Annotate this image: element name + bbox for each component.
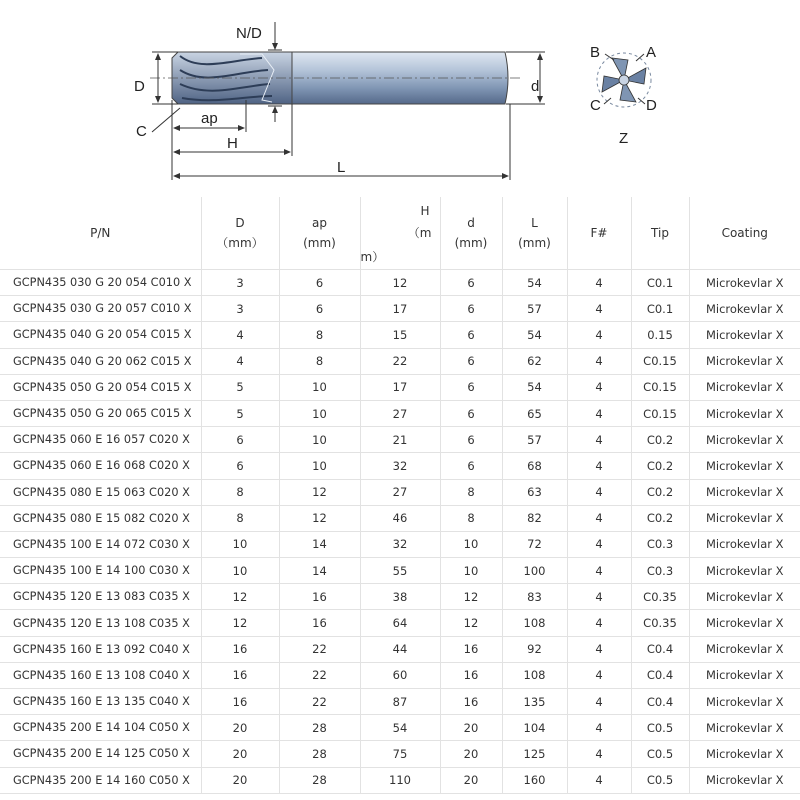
- cell-part-number: GCPN435 200 E 14 104 C050 X: [0, 715, 201, 741]
- cell-length: 83: [502, 584, 567, 610]
- table-row: [0, 584, 800, 610]
- cell-flutes: 4: [567, 427, 631, 453]
- cell-diameter: 20: [201, 741, 279, 767]
- cell-shank-d: 8: [440, 505, 502, 531]
- cell-length: 100: [502, 558, 567, 584]
- header-L: L (mm): [502, 197, 567, 270]
- cell-coating: Microkevlar X: [689, 741, 800, 767]
- table-row: [0, 689, 800, 715]
- cell-coating: Microkevlar X: [689, 400, 800, 426]
- cell-coating: Microkevlar X: [689, 584, 800, 610]
- cell-h: 22: [360, 348, 440, 374]
- cell-ap: 16: [279, 584, 360, 610]
- cell-h: 32: [360, 453, 440, 479]
- spec-table-body: [0, 270, 800, 794]
- cell-coating: Microkevlar X: [689, 662, 800, 688]
- cell-length: 57: [502, 296, 567, 322]
- header-D: D （mm）: [201, 197, 279, 270]
- spec-table: [0, 197, 800, 794]
- cell-ap: 8: [279, 348, 360, 374]
- cell-diameter: 20: [201, 715, 279, 741]
- cell-ap: 12: [279, 505, 360, 531]
- table-row: [0, 374, 800, 400]
- cell-ap: 28: [279, 741, 360, 767]
- cell-coating: Microkevlar X: [689, 610, 800, 636]
- cell-h: 55: [360, 558, 440, 584]
- cell-tip: C0.2: [631, 479, 689, 505]
- cell-length: 65: [502, 400, 567, 426]
- cell-part-number: GCPN435 030 G 20 057 C010 X: [0, 296, 201, 322]
- cell-ap: 22: [279, 662, 360, 688]
- cell-tip: C0.4: [631, 689, 689, 715]
- cell-tip: C0.2: [631, 453, 689, 479]
- header-H: H （m m）: [360, 197, 440, 270]
- header-d: d (mm): [440, 197, 502, 270]
- cell-tip: C0.1: [631, 296, 689, 322]
- end-mill-drawing: [150, 52, 520, 104]
- cell-flutes: 4: [567, 558, 631, 584]
- table-row: [0, 636, 800, 662]
- table-row: [0, 715, 800, 741]
- cell-flutes: 4: [567, 531, 631, 557]
- cell-part-number: GCPN435 050 G 20 065 C015 X: [0, 400, 201, 426]
- cell-diameter: 16: [201, 689, 279, 715]
- cell-flutes: 4: [567, 270, 631, 296]
- cell-tip: C0.15: [631, 374, 689, 400]
- header-ap: ap (mm): [279, 197, 360, 270]
- cell-tip: C0.2: [631, 505, 689, 531]
- cell-part-number: GCPN435 050 G 20 054 C015 X: [0, 374, 201, 400]
- cell-ap: 14: [279, 558, 360, 584]
- cell-h: 44: [360, 636, 440, 662]
- cell-flutes: 4: [567, 689, 631, 715]
- cell-shank-d: 6: [440, 427, 502, 453]
- cell-diameter: 4: [201, 348, 279, 374]
- cell-shank-d: 16: [440, 689, 502, 715]
- label-L: L: [337, 159, 346, 176]
- cell-diameter: 5: [201, 400, 279, 426]
- cell-ap: 22: [279, 636, 360, 662]
- table-row: [0, 558, 800, 584]
- cell-length: 135: [502, 689, 567, 715]
- cell-ap: 12: [279, 479, 360, 505]
- cell-flutes: 4: [567, 636, 631, 662]
- cell-coating: Microkevlar X: [689, 427, 800, 453]
- table-row: [0, 610, 800, 636]
- label-H: H: [227, 135, 238, 152]
- cell-length: 104: [502, 715, 567, 741]
- label-C: C: [136, 123, 147, 140]
- cell-flutes: 4: [567, 610, 631, 636]
- cell-part-number: GCPN435 120 E 13 108 C035 X: [0, 610, 201, 636]
- cell-h: 87: [360, 689, 440, 715]
- cell-length: 108: [502, 610, 567, 636]
- cell-diameter: 6: [201, 427, 279, 453]
- table-row: [0, 348, 800, 374]
- cell-length: 160: [502, 767, 567, 793]
- table-row: [0, 427, 800, 453]
- cell-shank-d: 20: [440, 767, 502, 793]
- cell-diameter: 12: [201, 610, 279, 636]
- cell-ap: 14: [279, 531, 360, 557]
- cell-coating: Microkevlar X: [689, 296, 800, 322]
- cell-tip: C0.3: [631, 531, 689, 557]
- cell-h: 17: [360, 374, 440, 400]
- label-C-z: C: [590, 97, 601, 114]
- cell-tip: C0.15: [631, 400, 689, 426]
- cell-length: 57: [502, 427, 567, 453]
- header-coating: Coating: [689, 197, 800, 270]
- cell-diameter: 16: [201, 636, 279, 662]
- cell-flutes: 4: [567, 296, 631, 322]
- cell-diameter: 20: [201, 767, 279, 793]
- header-row: [0, 197, 800, 270]
- cell-flutes: 4: [567, 374, 631, 400]
- cell-part-number: GCPN435 200 E 14 125 C050 X: [0, 741, 201, 767]
- cell-flutes: 4: [567, 505, 631, 531]
- cell-diameter: 3: [201, 296, 279, 322]
- cell-ap: 16: [279, 610, 360, 636]
- table-row: [0, 531, 800, 557]
- cell-diameter: 4: [201, 322, 279, 348]
- table-row: [0, 479, 800, 505]
- cell-length: 92: [502, 636, 567, 662]
- cell-flutes: 4: [567, 584, 631, 610]
- cell-ap: 6: [279, 270, 360, 296]
- cell-shank-d: 6: [440, 453, 502, 479]
- cell-flutes: 4: [567, 348, 631, 374]
- label-d: d: [531, 78, 540, 95]
- cell-h: 12: [360, 270, 440, 296]
- cell-flutes: 4: [567, 322, 631, 348]
- cell-h: 60: [360, 662, 440, 688]
- cell-ap: 8: [279, 322, 360, 348]
- cell-part-number: GCPN435 200 E 14 160 C050 X: [0, 767, 201, 793]
- cell-length: 72: [502, 531, 567, 557]
- cell-tip: C0.15: [631, 348, 689, 374]
- header-tip: Tip: [631, 197, 689, 270]
- cell-part-number: GCPN435 060 E 16 068 C020 X: [0, 453, 201, 479]
- header-pn: P/N: [0, 197, 201, 270]
- cell-length: 82: [502, 505, 567, 531]
- table-row: [0, 400, 800, 426]
- cell-coating: Microkevlar X: [689, 270, 800, 296]
- cell-h: 75: [360, 741, 440, 767]
- label-nd: N/D: [236, 25, 262, 42]
- cell-tip: C0.4: [631, 636, 689, 662]
- cell-part-number: GCPN435 160 E 13 092 C040 X: [0, 636, 201, 662]
- cell-tip: C0.2: [631, 427, 689, 453]
- table-row: [0, 322, 800, 348]
- cell-coating: Microkevlar X: [689, 453, 800, 479]
- cell-tip: C0.35: [631, 610, 689, 636]
- cell-length: 54: [502, 374, 567, 400]
- cell-part-number: GCPN435 100 E 14 072 C030 X: [0, 531, 201, 557]
- cell-length: 54: [502, 322, 567, 348]
- cell-length: 68: [502, 453, 567, 479]
- cell-part-number: GCPN435 080 E 15 082 C020 X: [0, 505, 201, 531]
- label-A: A: [646, 44, 657, 61]
- cell-h: 46: [360, 505, 440, 531]
- cell-length: 63: [502, 479, 567, 505]
- cell-h: 27: [360, 479, 440, 505]
- cell-tip: C0.4: [631, 662, 689, 688]
- cell-part-number: GCPN435 160 E 13 108 C040 X: [0, 662, 201, 688]
- cell-shank-d: 10: [440, 531, 502, 557]
- cell-h: 21: [360, 427, 440, 453]
- tool-diagram: [0, 0, 800, 200]
- cell-h: 110: [360, 767, 440, 793]
- cell-ap: 6: [279, 296, 360, 322]
- table-row: [0, 270, 800, 296]
- cell-h: 32: [360, 531, 440, 557]
- cell-diameter: 10: [201, 558, 279, 584]
- cell-length: 54: [502, 270, 567, 296]
- cell-shank-d: 16: [440, 636, 502, 662]
- cell-length: 62: [502, 348, 567, 374]
- cell-coating: Microkevlar X: [689, 531, 800, 557]
- cell-flutes: 4: [567, 400, 631, 426]
- cell-shank-d: 20: [440, 741, 502, 767]
- cell-shank-d: 6: [440, 296, 502, 322]
- cell-part-number: GCPN435 040 G 20 062 C015 X: [0, 348, 201, 374]
- cell-coating: Microkevlar X: [689, 505, 800, 531]
- cell-ap: 10: [279, 374, 360, 400]
- cell-flutes: 4: [567, 715, 631, 741]
- cell-diameter: 8: [201, 505, 279, 531]
- cell-shank-d: 16: [440, 662, 502, 688]
- end-view-drawing: [597, 53, 651, 107]
- cell-length: 125: [502, 741, 567, 767]
- cell-diameter: 8: [201, 479, 279, 505]
- cell-flutes: 4: [567, 479, 631, 505]
- cell-shank-d: 6: [440, 374, 502, 400]
- cell-h: 27: [360, 400, 440, 426]
- cell-flutes: 4: [567, 453, 631, 479]
- cell-h: 54: [360, 715, 440, 741]
- cell-h: 17: [360, 296, 440, 322]
- cell-part-number: GCPN435 160 E 13 135 C040 X: [0, 689, 201, 715]
- cell-shank-d: 20: [440, 715, 502, 741]
- cell-tip: C0.35: [631, 584, 689, 610]
- cell-length: 108: [502, 662, 567, 688]
- cell-tip: C0.5: [631, 767, 689, 793]
- cell-tip: C0.5: [631, 741, 689, 767]
- cell-coating: Microkevlar X: [689, 767, 800, 793]
- cell-coating: Microkevlar X: [689, 322, 800, 348]
- cell-diameter: 6: [201, 453, 279, 479]
- cell-flutes: 4: [567, 767, 631, 793]
- cell-ap: 22: [279, 689, 360, 715]
- cell-part-number: GCPN435 040 G 20 054 C015 X: [0, 322, 201, 348]
- cell-part-number: GCPN435 120 E 13 083 C035 X: [0, 584, 201, 610]
- cell-ap: 10: [279, 427, 360, 453]
- table-row: [0, 453, 800, 479]
- cell-diameter: 16: [201, 662, 279, 688]
- cell-ap: 28: [279, 715, 360, 741]
- cell-shank-d: 8: [440, 479, 502, 505]
- cell-h: 38: [360, 584, 440, 610]
- cell-coating: Microkevlar X: [689, 715, 800, 741]
- cell-shank-d: 6: [440, 270, 502, 296]
- cell-part-number: GCPN435 060 E 16 057 C020 X: [0, 427, 201, 453]
- header-flutes: F#: [567, 197, 631, 270]
- cell-ap: 10: [279, 453, 360, 479]
- label-D: D: [134, 78, 145, 95]
- cell-part-number: GCPN435 100 E 14 100 C030 X: [0, 558, 201, 584]
- cell-flutes: 4: [567, 741, 631, 767]
- cell-part-number: GCPN435 080 E 15 063 C020 X: [0, 479, 201, 505]
- cell-h: 64: [360, 610, 440, 636]
- cell-coating: Microkevlar X: [689, 689, 800, 715]
- cell-shank-d: 12: [440, 610, 502, 636]
- cell-ap: 10: [279, 400, 360, 426]
- cell-coating: Microkevlar X: [689, 374, 800, 400]
- cell-h: 15: [360, 322, 440, 348]
- table-row: [0, 767, 800, 793]
- label-ap: ap: [201, 110, 218, 127]
- cell-flutes: 4: [567, 662, 631, 688]
- label-D-z: D: [646, 97, 657, 114]
- cell-shank-d: 10: [440, 558, 502, 584]
- cell-ap: 28: [279, 767, 360, 793]
- label-Z: Z: [619, 130, 629, 147]
- cell-coating: Microkevlar X: [689, 479, 800, 505]
- cell-shank-d: 6: [440, 322, 502, 348]
- table-row: [0, 662, 800, 688]
- table-row: [0, 505, 800, 531]
- table-row: [0, 741, 800, 767]
- cell-diameter: 5: [201, 374, 279, 400]
- label-B: B: [590, 44, 601, 61]
- cell-diameter: 12: [201, 584, 279, 610]
- table-row: [0, 296, 800, 322]
- cell-tip: C0.3: [631, 558, 689, 584]
- cell-coating: Microkevlar X: [689, 348, 800, 374]
- cell-diameter: 10: [201, 531, 279, 557]
- cell-shank-d: 6: [440, 400, 502, 426]
- cell-part-number: GCPN435 030 G 20 054 C010 X: [0, 270, 201, 296]
- cell-shank-d: 6: [440, 348, 502, 374]
- cell-diameter: 3: [201, 270, 279, 296]
- cell-coating: Microkevlar X: [689, 636, 800, 662]
- cell-shank-d: 12: [440, 584, 502, 610]
- cell-coating: Microkevlar X: [689, 558, 800, 584]
- cell-tip: C0.1: [631, 270, 689, 296]
- cell-tip: 0.15: [631, 322, 689, 348]
- cell-tip: C0.5: [631, 715, 689, 741]
